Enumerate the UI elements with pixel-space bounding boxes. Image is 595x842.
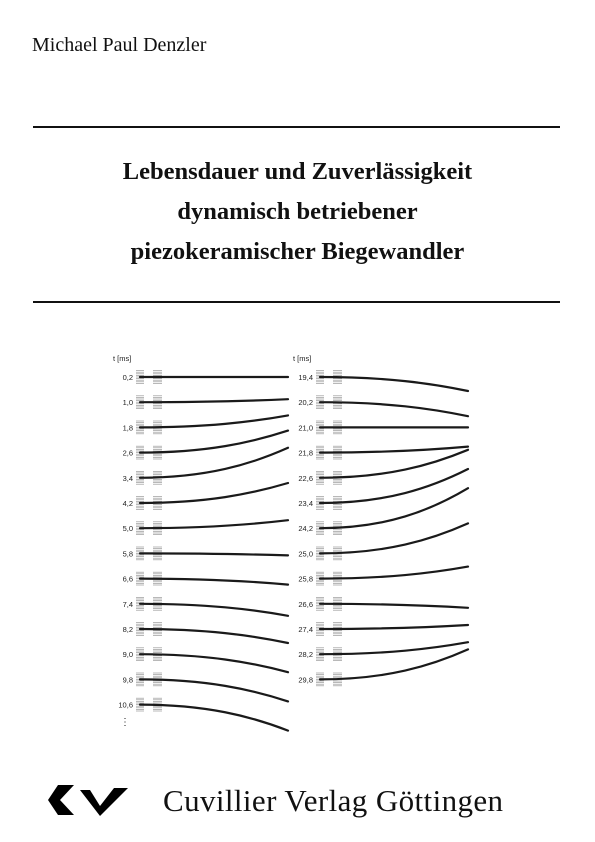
right-time-label: 21,8	[298, 448, 313, 458]
left-time-label: 9,8	[122, 675, 133, 685]
right-beam	[320, 447, 468, 453]
left-beam	[140, 579, 288, 585]
title-line-2: dynamisch betriebener	[177, 198, 418, 225]
left-beam	[140, 399, 288, 402]
continuation-dots: ⋮	[120, 717, 130, 728]
right-time-label: 24,2	[298, 524, 313, 534]
title-line-1: Lebensdauer und Zuverlässigkeit	[122, 158, 473, 185]
left-time-label: 9,0	[122, 650, 133, 660]
left-time-label: 10,6	[118, 700, 133, 710]
left-beam	[140, 604, 288, 616]
left-beam	[140, 654, 288, 672]
right-beam	[320, 625, 468, 629]
right-axis-label: t [ms]	[293, 354, 312, 363]
right-beam	[320, 377, 468, 391]
left-time-label: 1,8	[122, 423, 133, 433]
left-beam	[140, 553, 288, 555]
left-beam	[140, 415, 288, 427]
right-time-label: 26,6	[298, 599, 313, 609]
right-time-label: 25,0	[298, 549, 313, 559]
left-time-label: 5,8	[122, 549, 133, 559]
left-axis-label: t [ms]	[113, 354, 132, 363]
left-beam	[140, 629, 288, 643]
right-time-label: 23,4	[298, 499, 313, 508]
left-time-label: 3,4	[122, 473, 133, 483]
right-beam	[320, 567, 468, 579]
right-beam	[320, 488, 468, 528]
left-beam	[140, 431, 288, 453]
left-beam	[140, 483, 288, 503]
left-time-label: 4,2	[122, 499, 133, 508]
right-time-label: 28,2	[298, 650, 313, 660]
left-time-label: 1,0	[122, 398, 133, 408]
author-name: Michael Paul Denzler	[32, 34, 207, 56]
publisher-name: Cuvillier Verlag Göttingen	[163, 783, 504, 818]
right-time-label: 29,8	[298, 675, 313, 685]
right-time-label: 22,6	[298, 473, 313, 483]
left-beam	[140, 705, 288, 731]
left-time-label: 0,2	[122, 373, 133, 382]
right-beam	[320, 642, 468, 654]
right-time-label: 20,2	[298, 398, 313, 408]
right-time-label: 21,0	[298, 423, 313, 433]
cuvillier-logo-icon	[48, 782, 132, 823]
right-time-label: 19,4	[298, 373, 313, 382]
title-line-3: piezokeramischer Biegewandler	[130, 238, 465, 265]
left-time-label: 7,4	[122, 599, 133, 609]
right-beam	[320, 402, 468, 416]
left-time-label: 2,6	[122, 448, 133, 458]
left-time-label: 5,0	[122, 524, 133, 534]
right-beam	[320, 469, 468, 503]
left-beam	[140, 520, 288, 528]
right-time-label: 25,8	[298, 574, 313, 584]
left-time-label: 6,6	[122, 574, 133, 584]
left-beam	[140, 679, 288, 701]
right-time-label: 27,4	[298, 625, 313, 634]
right-beam	[320, 604, 468, 608]
left-time-label: 8,2	[122, 625, 133, 634]
right-beam	[320, 450, 468, 478]
